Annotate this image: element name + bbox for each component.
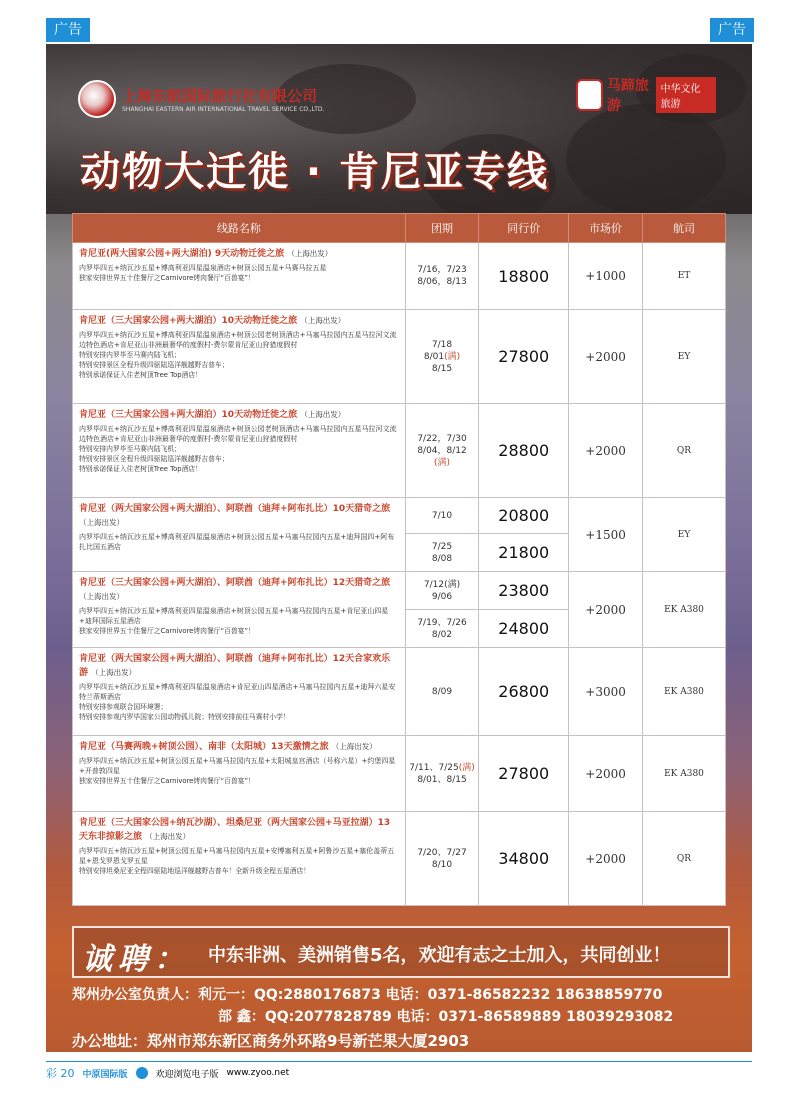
dates-cell: 7/19、7/26 8/02 bbox=[405, 610, 479, 648]
table-row bbox=[73, 812, 726, 906]
date: 7/11、7/25 bbox=[409, 762, 459, 773]
route-cell bbox=[73, 572, 406, 648]
peer-price: 20800 bbox=[479, 498, 569, 534]
full-badge: (满) bbox=[458, 762, 475, 773]
route-cell bbox=[73, 498, 406, 572]
route-cell bbox=[73, 404, 406, 498]
company-logo-right bbox=[576, 78, 716, 112]
date: 8/01、8/15 bbox=[417, 774, 467, 785]
company-name: 上海东航国际旅行社有限公司 bbox=[122, 87, 318, 105]
recruit-banner bbox=[72, 926, 730, 978]
ad-label-right: 广告 bbox=[710, 18, 754, 42]
route-depart: （上海出发） bbox=[79, 518, 124, 527]
poster-title: 动物大迁徙 · 肯尼亚专线 bbox=[80, 149, 550, 195]
dates-cell: 7/20、7/27 8/10 bbox=[405, 812, 479, 906]
market-price: +2000 bbox=[569, 812, 643, 906]
route-note: 特别安排景区全程升级四驱陆巡洋舰越野吉普车； bbox=[79, 361, 229, 369]
date: 7/22，7/30 bbox=[417, 433, 467, 444]
route-detail: 内罗毕四五+纳瓦沙五星+博高利亚四星温泉酒店+树顶公园五星+马塞马拉园内五星+肯尼亚山四星+迪拜国际五星酒店 bbox=[79, 607, 389, 625]
route-depart: （上海出发） bbox=[331, 742, 377, 751]
route-detail: 内罗毕四五+纳瓦沙五星+博高利亚四星温泉酒店+树顶公园五星+马赛马拉五星 bbox=[79, 264, 327, 272]
peer-price: 27800 bbox=[479, 736, 569, 812]
contact-line-1: 郑州办公室负责人：利元一：QQ:2880176873 电话：0371-86582232 18638859770 bbox=[72, 987, 663, 1003]
airline-code: QR bbox=[643, 812, 726, 906]
phoenix-logo-icon bbox=[576, 79, 603, 111]
market-price: +1000 bbox=[569, 243, 643, 310]
route-cell bbox=[73, 648, 406, 736]
route-note: 特别安排坦桑尼亚全程四驱陆地巡洋舰越野吉普车！全新升级全程五星酒店！ bbox=[79, 867, 311, 875]
route-title: 肯尼亚（两大国家公园+两大湖泊）、阿联酋（迪拜+阿布扎比）10天猎奇之旅 bbox=[79, 504, 391, 514]
route-cell bbox=[73, 736, 406, 812]
partner-seal: 中华文化 旅游 bbox=[656, 77, 716, 113]
route-title: 肯尼亚(两大国家公园+两大湖泊) 9天动物迁徙之旅 bbox=[79, 249, 285, 259]
partner-name: 马蹄旅游 bbox=[606, 78, 649, 114]
dates-cell bbox=[405, 404, 479, 498]
route-title: 肯尼亚（两大国家公园+两大湖泊）、阿联酋（迪拜+阿布扎比）12天合家欢乐游 bbox=[79, 654, 391, 678]
table-row bbox=[73, 498, 726, 534]
date: 8/15 bbox=[431, 363, 453, 374]
table-row bbox=[73, 572, 726, 610]
dates-cell: 7/10 bbox=[405, 498, 479, 534]
header-airline: 航司 bbox=[643, 214, 726, 243]
route-note: 特别安排内罗毕至马赛内陆飞机； bbox=[79, 351, 181, 359]
route-note: 特别安排参观联合国环境署； bbox=[79, 703, 168, 711]
company-logo-left bbox=[78, 80, 324, 118]
route-depart: （上海出发） bbox=[79, 592, 124, 601]
date: 8/04，8/12 bbox=[417, 445, 467, 456]
route-detail: 内罗毕四五+纳瓦沙五星+树顶公园五星+马塞马拉园内五星+太阳城皇宫酒店（号称六星）+约堡四星+开普敦四星 bbox=[79, 757, 396, 775]
market-price: +3000 bbox=[569, 648, 643, 736]
airline-code: EK A380 bbox=[643, 572, 726, 648]
route-cell bbox=[73, 243, 406, 310]
route-cell bbox=[73, 812, 406, 906]
footer-url[interactable]: www.zyoo.net bbox=[226, 1068, 290, 1078]
peer-price: 24800 bbox=[479, 610, 569, 648]
route-depart: （上海出发） bbox=[300, 410, 346, 419]
page-number: 彩 20 bbox=[46, 1067, 75, 1080]
page-footer bbox=[46, 1061, 752, 1084]
route-detail: 内罗毕四五+纳瓦沙五星+树顶公园五星+马塞马拉园内五星+安博塞利五星+阿鲁沙五星+塞伦盖蒂五星+恩戈罗恩戈罗五星 bbox=[79, 847, 395, 865]
dates-cell: 7/12(满) 9/06 bbox=[405, 572, 479, 610]
market-price: +2000 bbox=[569, 572, 643, 648]
airline-code: EY bbox=[643, 498, 726, 572]
header-dates: 团期 bbox=[405, 214, 479, 243]
peer-price: 27800 bbox=[479, 310, 569, 404]
route-title: 肯尼亚（马赛两晚+树顶公园）、南非（太阳城）13天激情之旅 bbox=[79, 742, 329, 752]
dates-cell: 8/09 bbox=[405, 648, 479, 736]
peer-price: 21800 bbox=[479, 534, 569, 572]
recruit-text: 中东非洲、美洲销售5名，欢迎有志之士加入，共同创业！ bbox=[208, 945, 671, 966]
market-price: +2000 bbox=[569, 404, 643, 498]
table-row bbox=[73, 404, 726, 498]
peer-price: 28800 bbox=[479, 404, 569, 498]
contact-line-2: 部 鑫：QQ:2077828789 电话：0371-86589889 18039293082 bbox=[218, 1009, 674, 1025]
route-note: 独家安排世界五十佳餐厅之Carnivore烤肉餐厅“百兽宴”！ bbox=[79, 274, 255, 282]
route-detail: 内罗毕四五+纳瓦沙五星+博高利亚四星温泉酒店+树顶公园老树顶酒店+马塞马拉园内五星马拉河文流边特色酒店+肯尼亚山非洲最奢华的度假村-费尔蒙肯尼亚山狩猎度假村 bbox=[79, 425, 397, 443]
route-detail: 内罗毕四五+纳瓦沙五星+博高利亚四星温泉酒店+树顶公园五星+马塞马拉园内五星+迪拜国四+阿布扎比国五酒店 bbox=[79, 533, 395, 551]
market-price: +2000 bbox=[569, 736, 643, 812]
route-note: 特别安排内罗毕至马赛内陆飞机； bbox=[79, 445, 181, 453]
route-note: 特别承诺保证入住老树顶Tree Top酒店！ bbox=[79, 465, 202, 473]
route-note: 特别安排景区全程升级四驱陆巡洋舰越野吉普车； bbox=[79, 455, 229, 463]
peer-price: 34800 bbox=[479, 812, 569, 906]
route-note: 独家安排世界五十佳餐厅之Carnivore烤肉餐厅“百兽宴”！ bbox=[79, 777, 255, 785]
footer-slogan: 欢迎浏览电子版 bbox=[155, 1069, 219, 1080]
header-market-price: 市场价 bbox=[569, 214, 643, 243]
header-peer-price: 同行价 bbox=[479, 214, 569, 243]
date: 8/01 bbox=[423, 351, 445, 362]
table-row bbox=[73, 310, 726, 404]
full-badge: (满) bbox=[444, 351, 461, 362]
table-row bbox=[73, 736, 726, 812]
dates-cell bbox=[405, 736, 479, 812]
route-detail: 内罗毕四五+纳瓦沙五星+博高利亚四星温泉酒店+树顶公园老树顶酒店+马塞马拉园内五星马拉河文流边特色酒店+肯尼亚山非洲最奢华的度假村-费尔蒙肯尼亚山狩猎度假村 bbox=[79, 331, 397, 349]
recruit-label: 诚聘： bbox=[82, 942, 190, 977]
publication-logo-icon bbox=[136, 1067, 148, 1079]
peer-price: 18800 bbox=[479, 243, 569, 310]
office-address: 办公地址：郑州市郑东新区商务外环路9号新芒果大厦2903 bbox=[72, 1032, 470, 1050]
peer-price: 23800 bbox=[479, 572, 569, 610]
route-table bbox=[72, 213, 726, 906]
airline-code: EK A380 bbox=[643, 736, 726, 812]
date: 7/18 bbox=[431, 339, 453, 350]
dates-cell: 7/25 8/08 bbox=[405, 534, 479, 572]
route-title: 肯尼亚（三大国家公园+两大湖泊）、阿联酋（迪拜+阿布扎比）12天猎奇之旅 bbox=[79, 578, 391, 588]
airline-code: EY bbox=[643, 310, 726, 404]
route-depart: （上海出发） bbox=[287, 249, 333, 258]
route-title: 肯尼亚（三大国家公园+两大湖泊）10天动物迁徙之旅 bbox=[79, 316, 298, 326]
route-title: 肯尼亚（三大国家公园+两大湖泊）10天动物迁徙之旅 bbox=[79, 410, 298, 420]
route-depart: （上海出发） bbox=[145, 832, 191, 841]
route-note: 独家安排世界五十佳餐厅之Carnivore烤肉餐厅“百兽宴”！ bbox=[79, 627, 255, 635]
route-detail: 内罗毕四五+纳瓦沙五星+博高利亚四星温泉酒店+肯尼亚山四星酒店+马塞马拉园内五星+迪拜六星安特兰蒂斯酒店 bbox=[79, 683, 396, 701]
market-price: +1500 bbox=[569, 498, 643, 572]
route-title: 肯尼亚（三大国家公园+纳瓦沙湖）、坦桑尼亚（两大国家公园+马亚拉湖）13天东非掠影之旅 bbox=[79, 818, 391, 842]
airline-logo-icon bbox=[78, 80, 116, 118]
publication-name: 中原国际版 bbox=[82, 1069, 128, 1080]
header-route: 线路名称 bbox=[73, 214, 406, 243]
dates-cell: 7/16，7/23 8/06，8/13 bbox=[405, 243, 479, 310]
airline-code: QR bbox=[643, 404, 726, 498]
route-note: 特别安排参观内罗毕国家公园动物孤儿院；特别安排前往马赛村小学！ bbox=[79, 713, 290, 721]
ad-label-left: 广告 bbox=[46, 18, 90, 42]
peer-price: 26800 bbox=[479, 648, 569, 736]
route-depart: （上海出发） bbox=[91, 668, 137, 677]
ad-poster bbox=[46, 44, 752, 1052]
route-note: 特别承诺保证入住老树顶Tree Top酒店！ bbox=[79, 371, 202, 379]
dates-cell bbox=[405, 310, 479, 404]
table-row bbox=[73, 648, 726, 736]
company-english-name: SHANGHAI EASTERN AIR INTERNATIONAL TRAVEL SERVICE CO.,LTD. bbox=[122, 106, 325, 113]
route-depart: （上海出发） bbox=[300, 316, 346, 325]
full-badge: (满) bbox=[434, 457, 451, 468]
table-row bbox=[73, 243, 726, 310]
route-cell bbox=[73, 310, 406, 404]
airline-code: EK A380 bbox=[643, 648, 726, 736]
market-price: +2000 bbox=[569, 310, 643, 404]
airline-code: ET bbox=[643, 243, 726, 310]
